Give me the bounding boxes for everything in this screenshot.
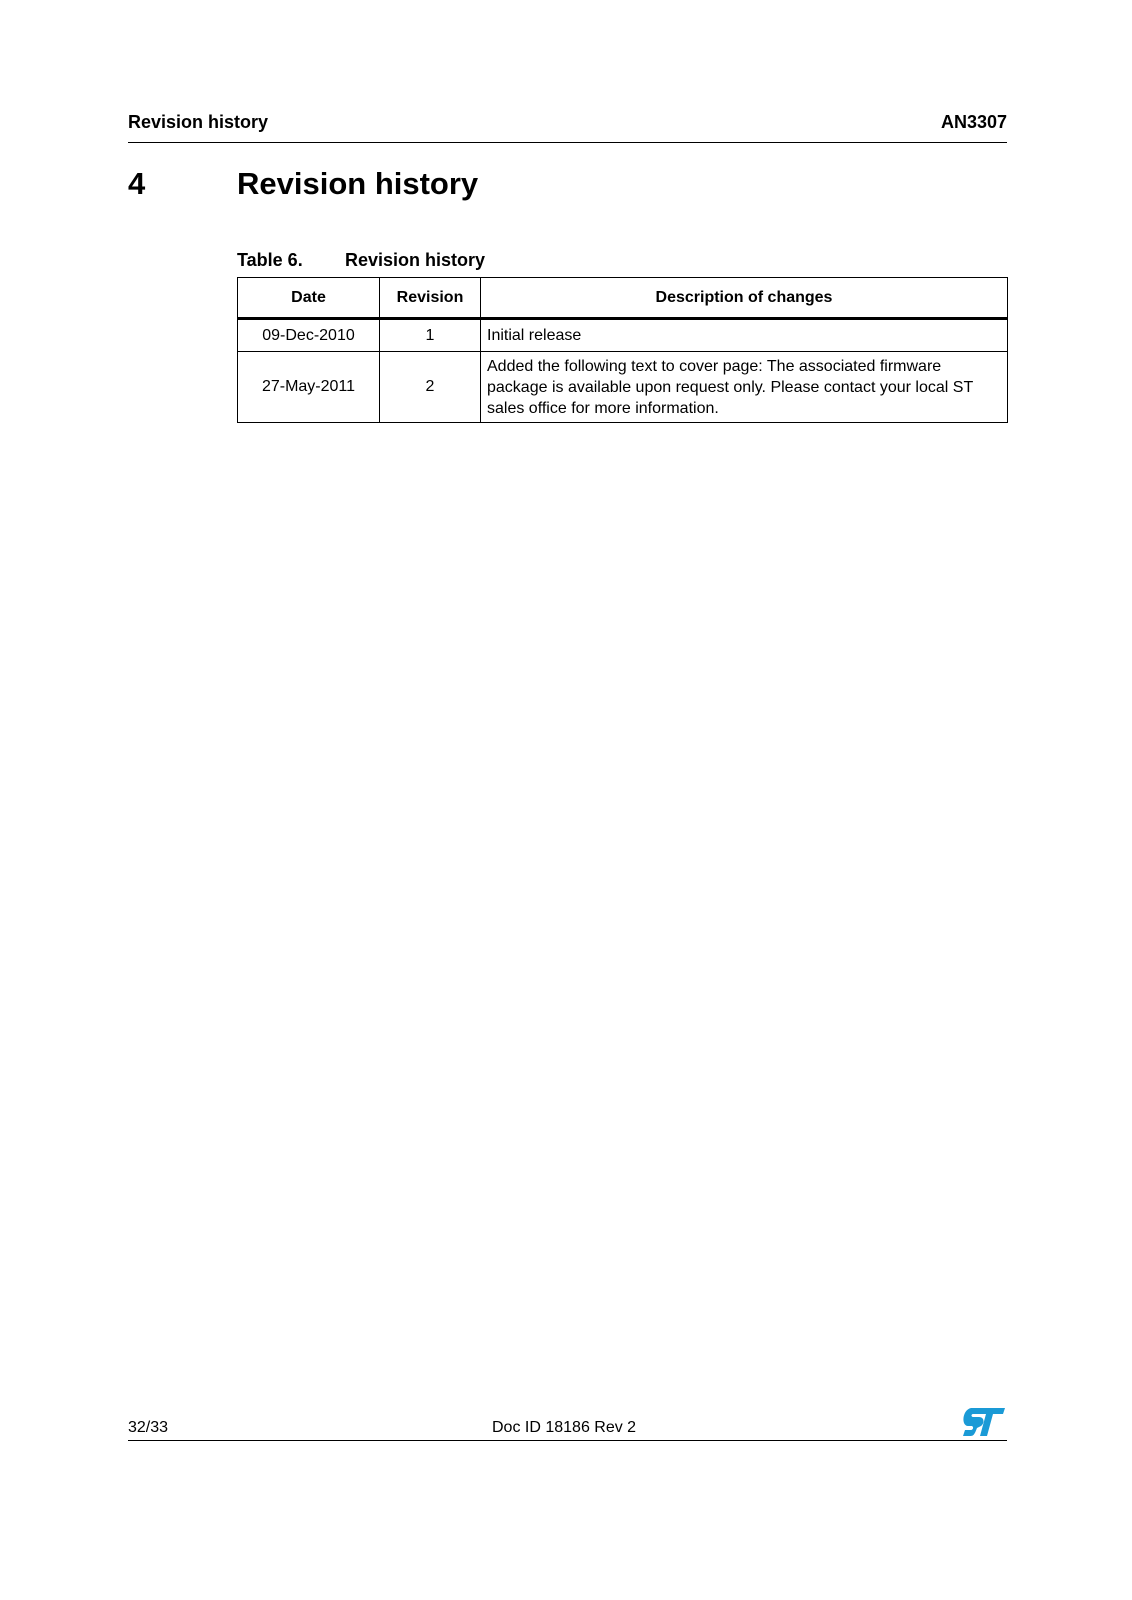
header-section-title: Revision history <box>128 112 269 132</box>
section-title: Revision history <box>237 166 479 201</box>
row-description: Initial release <box>481 319 1008 352</box>
table-header-row <box>238 278 1008 319</box>
header-doc-number: AN3307 <box>940 112 1007 132</box>
page-header <box>128 108 1007 143</box>
table-row <box>238 319 1008 352</box>
column-header-date: Date <box>238 278 380 319</box>
st-logo-icon <box>961 1406 1007 1438</box>
column-header-revision: Revision <box>380 278 481 319</box>
row-description: Added the following text to cover page: The associated firmware package is available upon request only. Please contact your local ST sales office for more information. <box>481 352 1008 423</box>
row-revision: 1 <box>380 319 481 352</box>
table-caption <box>237 250 486 271</box>
table-caption-title: Revision history <box>345 250 486 270</box>
table-row <box>238 352 1008 423</box>
st-logo-shape <box>963 1408 1005 1436</box>
page-footer <box>128 1417 1007 1441</box>
table-caption-label: Table 6. <box>237 250 303 270</box>
page-number: 32/33 <box>128 1419 169 1436</box>
doc-id: Doc ID 18186 Rev 2 <box>492 1419 637 1436</box>
section-number: 4 <box>128 166 146 201</box>
row-date: 09-Dec-2010 <box>238 319 380 352</box>
revision-history-table <box>237 277 1008 423</box>
column-header-description: Description of changes <box>481 278 1008 319</box>
row-date: 27-May-2011 <box>238 352 380 423</box>
row-revision: 2 <box>380 352 481 423</box>
